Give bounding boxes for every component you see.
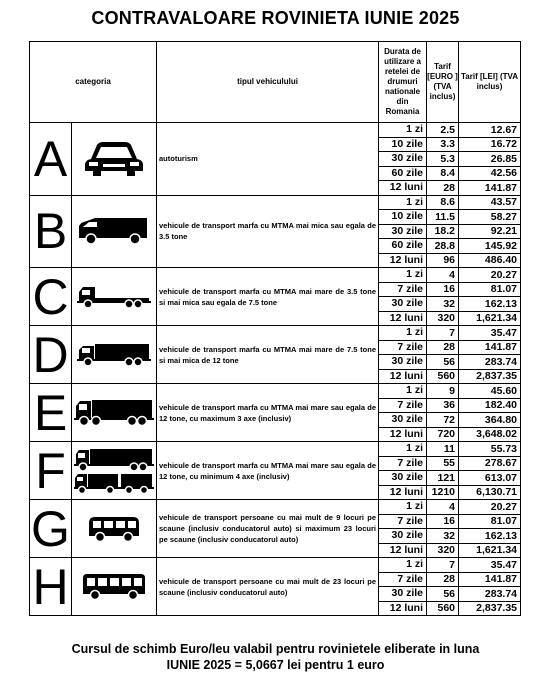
tarif-euro-cell: 4 [427,500,459,515]
category-letter: C [30,268,72,326]
category-letter: B [30,195,72,268]
header-durata: Durata de utilizare a retelei de drumuri nationale din Romania [379,42,427,123]
tarif-lei-cell: 162.13 [459,297,521,312]
tarif-lei-cell: 43.57 [459,195,521,210]
bus-icon [72,558,157,616]
tarif-lei-cell: 12.67 [459,123,521,138]
vehicle-description: vehicule de transport marfa cu MTMA mai mare sau egala de 12 tone, cu maximum 3 axe (inclusiv) [157,384,379,442]
category-letter: E [30,384,72,442]
tarif-euro-cell: 320 [427,543,459,558]
tarif-lei-cell: 81.07 [459,282,521,297]
duration-cell: 30 zile [379,529,427,544]
vehicle-description: vehicule de transport persoane cu mai mult de 23 locuri pe scaune (inclusiv conducatorul auto) [157,558,379,616]
tarif-lei-cell: 141.87 [459,340,521,355]
tarif-lei-cell: 6,130.71 [459,485,521,500]
tarif-lei-cell: 1,621.34 [459,543,521,558]
vehicle-description: vehicule de transport marfa cu MTMA mai mare sau egala de 12 tone, cu minimum 4 axe (inclusiv) [157,442,379,500]
tarif-euro-cell: 5.3 [427,152,459,167]
duration-cell: 12 luni [379,543,427,558]
header-tarif-euro: Tarif [EURO ] (TVA inclus) [427,42,459,123]
duration-cell: 12 luni [379,485,427,500]
rates-table [29,41,521,616]
car-icon [72,123,157,196]
duration-cell: 30 zile [379,297,427,312]
rate-row [30,384,521,399]
tarif-euro-cell: 320 [427,311,459,326]
tarif-euro-cell: 11 [427,442,459,457]
category-letter: G [31,500,70,557]
rate-row [30,326,521,341]
duration-cell: 10 zile [379,137,427,152]
tarif-lei-cell: 2,837.35 [459,601,521,616]
duration-cell: 7 zile [379,340,427,355]
header-tipul-vehiculului: tipul vehiculului [157,42,379,123]
tarif-euro-cell: 28 [427,181,459,196]
table-header-row [30,42,521,123]
exchange-rate-line-1: Cursul de schimb Euro/leu valabil pentru rovinietele eliberate in luna [71,642,480,656]
tarif-euro-cell: 4 [427,268,459,283]
tarif-lei-cell: 20.27 [459,268,521,283]
duration-cell: 1 zi [379,442,427,457]
tarif-euro-cell: 32 [427,297,459,312]
duration-cell: 1 zi [379,558,427,573]
duration-cell: 1 zi [379,268,427,283]
tarif-lei-cell: 16.72 [459,137,521,152]
tarif-lei-cell: 145.92 [459,239,521,254]
vehicle-description: autoturism [157,123,379,196]
tarif-lei-cell: 26.85 [459,152,521,167]
tarif-lei-cell: 58.27 [459,210,521,225]
tarif-lei-cell: 2,837.35 [459,369,521,384]
van-icon [72,195,157,268]
tarif-lei-cell: 182.40 [459,398,521,413]
tarif-euro-cell: 2.5 [427,123,459,138]
category-letter: H [30,558,72,616]
tarif-lei-cell: 486.40 [459,253,521,268]
duration-cell: 12 luni [379,369,427,384]
tarif-euro-cell: 32 [427,529,459,544]
page-title: CONTRAVALOARE ROVINIETA IUNIE 2025 [91,8,460,28]
tarif-euro-cell: 9 [427,384,459,399]
duration-cell: 1 zi [379,384,427,399]
tarif-lei-cell: 283.74 [459,587,521,602]
rate-row [30,195,521,210]
tarif-euro-cell: 55 [427,456,459,471]
category-letter: F [30,442,72,500]
tarif-euro-cell: 720 [427,427,459,442]
tarif-euro-cell: 16 [427,282,459,297]
tarif-lei-cell: 613.07 [459,471,521,486]
tarif-euro-cell: 1210 [427,485,459,500]
vehicle-description: vehicule de transport persoane cu mai mult de 9 locuri pe scaune (inclusiv conducatorul auto) si maximum 23 locuri pe scaune (inclusiv conducatorul auto) [157,500,379,558]
tarif-lei-cell: 278.67 [459,456,521,471]
rate-row [30,442,521,457]
exchange-rate-note [0,641,551,673]
tarif-lei-cell: 283.74 [459,355,521,370]
flatbed-truck-icon [72,268,157,326]
duration-cell: 7 zile [379,456,427,471]
vehicle-description: vehicule de transport marfa cu MTMA mai mare de 3.5 tone si mai mica sau egala de 7.5 tone [157,268,379,326]
duration-cell: 7 zile [379,572,427,587]
header-categoria: categoria [30,42,157,123]
tarif-euro-cell: 72 [427,413,459,428]
table-body [30,123,521,616]
duration-cell: 30 zile [379,152,427,167]
duration-cell: 30 zile [379,587,427,602]
tarif-euro-cell: 7 [427,558,459,573]
tarif-lei-cell: 55.73 [459,442,521,457]
header-tarif-lei: Tarif [LEI] (TVA inclus) [459,42,521,123]
duration-cell: 12 luni [379,253,427,268]
tarif-euro-cell: 96 [427,253,459,268]
exchange-rate-line-2: IUNIE 2025 = 5,0667 lei pentru 1 euro [166,658,385,672]
tarif-euro-cell: 560 [427,601,459,616]
duration-cell: 7 zile [379,282,427,297]
rate-row [30,558,521,573]
duration-cell: 12 luni [379,181,427,196]
duration-cell: 30 zile [379,224,427,239]
tarif-lei-cell: 81.07 [459,514,521,529]
box-truck-icon [72,326,157,384]
tarif-lei-cell: 1,621.34 [459,311,521,326]
vehicle-description: vehicule de transport marfa cu MTMA mai mare de 7.5 tone si mai mica de 12 tone [157,326,379,384]
tarif-euro-cell: 11.5 [427,210,459,225]
tarif-lei-cell: 141.87 [459,572,521,587]
duration-cell: 1 zi [379,123,427,138]
tarif-lei-cell: 162.13 [459,529,521,544]
tarif-euro-cell: 28 [427,340,459,355]
duration-cell: 12 luni [379,311,427,326]
duration-cell: 30 zile [379,413,427,428]
duration-cell: 12 luni [379,427,427,442]
duration-cell: 7 zile [379,514,427,529]
tarif-lei-cell: 42.56 [459,166,521,181]
tarif-euro-cell: 7 [427,326,459,341]
tarif-euro-cell: 56 [427,355,459,370]
duration-cell: 12 luni [379,601,427,616]
truck-trailer-icon [72,442,157,500]
tarif-euro-cell: 121 [427,471,459,486]
tarif-lei-cell: 141.87 [459,181,521,196]
tarif-lei-cell: 45.60 [459,384,521,399]
duration-cell: 30 zile [379,471,427,486]
tarif-euro-cell: 16 [427,514,459,529]
minibus-icon [72,500,157,558]
tarif-lei-cell: 92.21 [459,224,521,239]
tarif-euro-cell: 3.3 [427,137,459,152]
duration-cell: 60 zile [379,239,427,254]
tarif-euro-cell: 560 [427,369,459,384]
tarif-lei-cell: 3,648.02 [459,427,521,442]
heavy-truck-icon [72,384,157,442]
duration-cell: 30 zile [379,355,427,370]
rate-row [30,268,521,283]
tarif-lei-cell: 35.47 [459,326,521,341]
tarif-euro-cell: 8.4 [427,166,459,181]
tarif-euro-cell: 8.6 [427,195,459,210]
tarif-lei-cell: 20.27 [459,500,521,515]
tarif-euro-cell: 28 [427,572,459,587]
tarif-euro-cell: 18.2 [427,224,459,239]
duration-cell: 1 zi [379,326,427,341]
tarif-lei-cell: 364.80 [459,413,521,428]
duration-cell: 60 zile [379,166,427,181]
duration-cell: 10 zile [379,210,427,225]
category-letter: D [30,326,72,384]
category-letter: A [30,123,72,196]
duration-cell: 1 zi [379,500,427,515]
duration-cell: 1 zi [379,195,427,210]
rate-row [30,500,521,515]
tarif-euro-cell: 28.8 [427,239,459,254]
duration-cell: 7 zile [379,398,427,413]
tarif-lei-cell: 35.47 [459,558,521,573]
vehicle-description: vehicule de transport marfa cu MTMA mai mica sau egala de 3.5 tone [157,195,379,268]
tarif-euro-cell: 36 [427,398,459,413]
tarif-euro-cell: 56 [427,587,459,602]
rate-row [30,123,521,138]
